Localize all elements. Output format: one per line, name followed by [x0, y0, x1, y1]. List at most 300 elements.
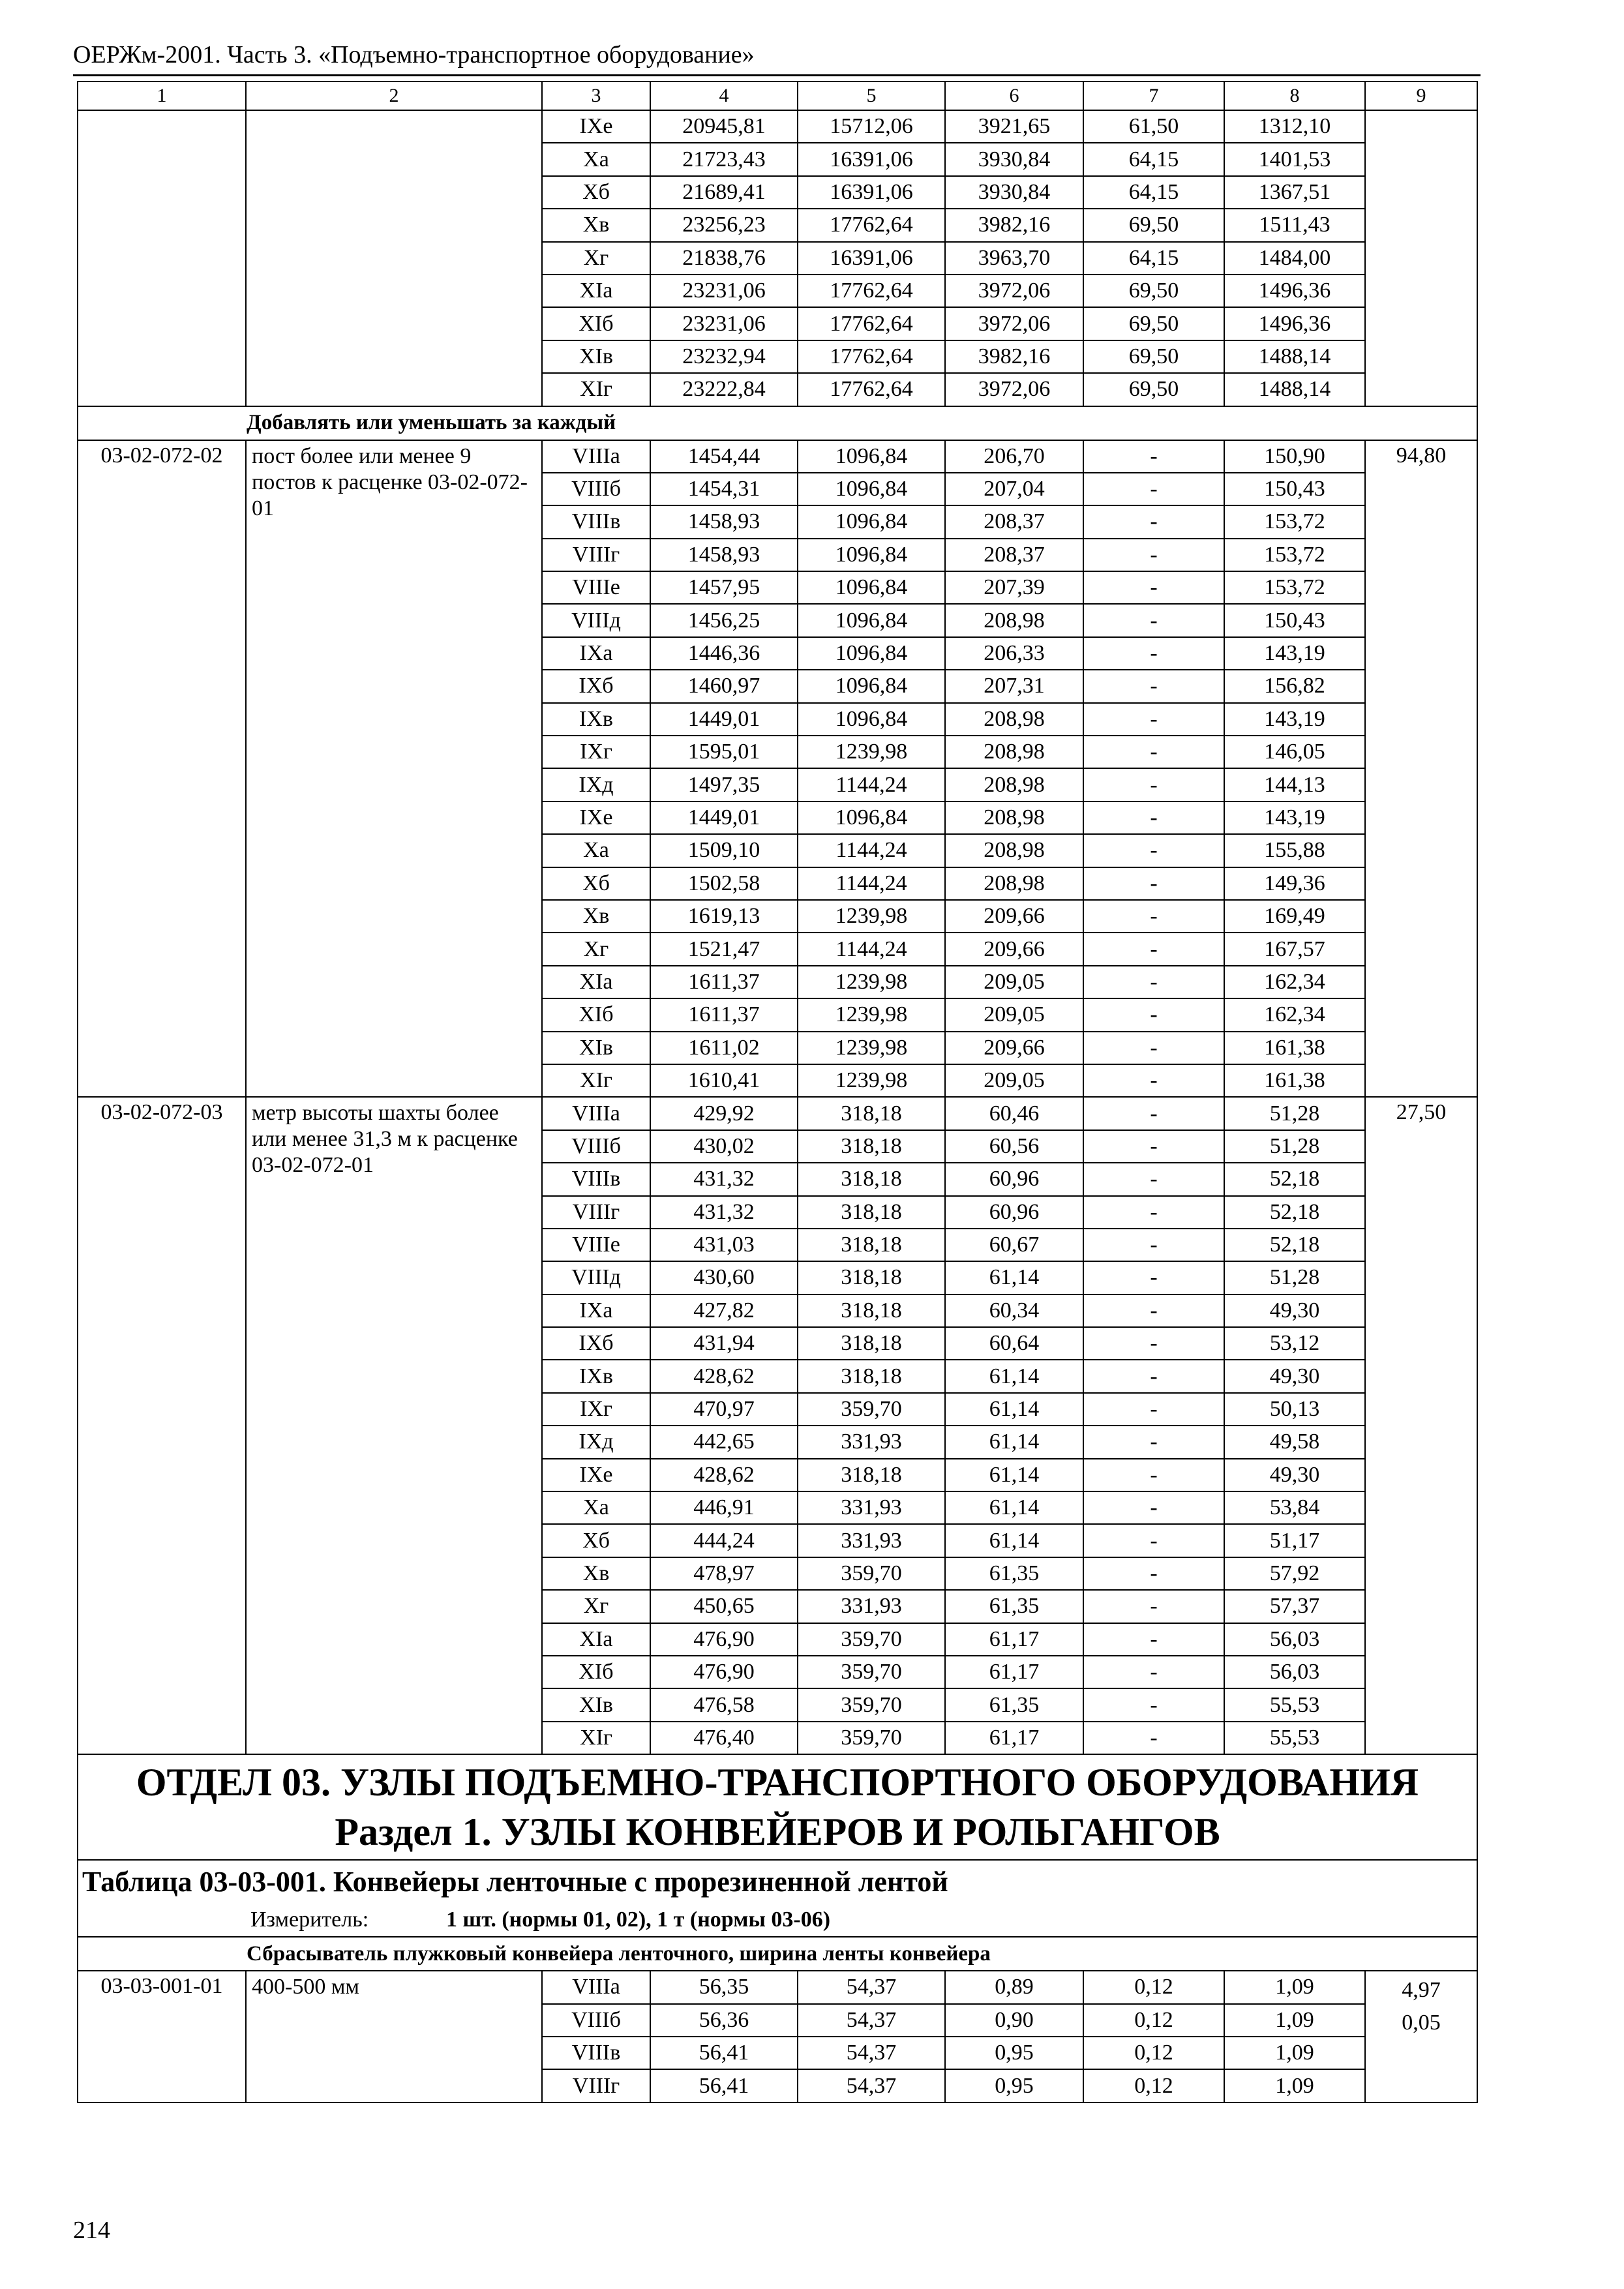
machine-cost-cell: 60,96	[945, 1196, 1083, 1229]
materials-cost-cell: 144,13	[1224, 768, 1365, 801]
machinist-wage-cell: -	[1083, 1656, 1224, 1688]
labor-cost-cell: 318,18	[798, 1294, 945, 1327]
zone-cell: XIв	[542, 1032, 650, 1064]
machinist-wage-cell: -	[1083, 703, 1224, 736]
column-number: 4	[650, 82, 798, 110]
machinist-wage-cell: -	[1083, 571, 1224, 604]
direct-cost-cell: 1611,02	[650, 1032, 798, 1064]
table-row	[78, 440, 1477, 473]
zone-cell: XIа	[542, 275, 650, 307]
direct-cost-cell: 476,58	[650, 1688, 798, 1721]
direct-cost-cell: 1619,13	[650, 900, 798, 933]
machinist-wage-cell: -	[1083, 539, 1224, 571]
materials-cost-cell: 57,37	[1224, 1590, 1365, 1623]
zone-cell: VIIIг	[542, 1196, 650, 1229]
materials-cost-cell: 150,43	[1224, 604, 1365, 636]
labor-cost-cell: 1144,24	[798, 933, 945, 965]
labor-cost-cell: 54,37	[798, 2069, 945, 2102]
subheading-row	[78, 1937, 1477, 1971]
machine-cost-cell: 208,98	[945, 867, 1083, 900]
direct-cost-cell: 442,65	[650, 1426, 798, 1458]
materials-cost-cell: 51,28	[1224, 1097, 1365, 1130]
zone-cell: IXг	[542, 736, 650, 768]
machine-cost-cell: 60,46	[945, 1097, 1083, 1130]
labor-cost-cell: 359,70	[798, 1656, 945, 1688]
labor-cost-cell: 16391,06	[798, 143, 945, 175]
direct-cost-cell: 470,97	[650, 1393, 798, 1426]
machine-cost-cell: 208,37	[945, 505, 1083, 538]
zone-cell: Xа	[542, 1491, 650, 1524]
labor-cost-cell: 1239,98	[798, 900, 945, 933]
machine-cost-cell: 208,98	[945, 834, 1083, 867]
description-cell: пост более или менее 9 постов к расценке 03-02-072-01	[246, 440, 542, 1098]
machinist-wage-cell: -	[1083, 1688, 1224, 1721]
labor-cost-cell: 359,70	[798, 1688, 945, 1721]
column-number: 1	[78, 82, 246, 110]
direct-cost-cell: 1509,10	[650, 834, 798, 867]
zone-cell: VIIIг	[542, 539, 650, 571]
direct-cost-cell: 1521,47	[650, 933, 798, 965]
machine-cost-cell: 3930,84	[945, 143, 1083, 175]
labor-cost-cell: 318,18	[798, 1196, 945, 1229]
col9-cell: 27,50	[1365, 1097, 1477, 1754]
machine-cost-cell: 61,14	[945, 1261, 1083, 1294]
machinist-wage-cell: -	[1083, 1426, 1224, 1458]
materials-cost-cell: 153,72	[1224, 505, 1365, 538]
direct-cost-cell: 1460,97	[650, 670, 798, 702]
labor-cost-cell: 15712,06	[798, 110, 945, 143]
machine-cost-cell: 0,95	[945, 2069, 1083, 2102]
direct-cost-cell: 1449,01	[650, 703, 798, 736]
machinist-wage-cell: -	[1083, 440, 1224, 473]
machinist-wage-cell: 69,50	[1083, 340, 1224, 373]
zone-cell: IXд	[542, 1426, 650, 1458]
materials-cost-cell: 52,18	[1224, 1163, 1365, 1195]
direct-cost-cell: 21689,41	[650, 176, 798, 209]
col9-cell	[1365, 110, 1477, 406]
machine-cost-cell: 61,35	[945, 1688, 1083, 1721]
machinist-wage-cell: 69,50	[1083, 307, 1224, 340]
labor-cost-cell: 16391,06	[798, 176, 945, 209]
materials-cost-cell: 1312,10	[1224, 110, 1365, 143]
column-number: 2	[246, 82, 542, 110]
labor-cost-cell: 1239,98	[798, 966, 945, 998]
machine-cost-cell: 61,14	[945, 1459, 1083, 1491]
machinist-wage-cell: 64,15	[1083, 242, 1224, 275]
materials-cost-cell: 1,09	[1224, 2069, 1365, 2102]
materials-cost-cell: 150,43	[1224, 473, 1365, 505]
machine-cost-cell: 209,66	[945, 933, 1083, 965]
measure-value: 1 шт. (нормы 01, 02), 1 т (нормы 03-06)	[446, 1907, 831, 1932]
labor-cost-cell: 54,37	[798, 1971, 945, 2003]
machine-cost-cell: 3972,06	[945, 373, 1083, 406]
zone-cell: XIг	[542, 1064, 650, 1097]
zone-cell: Xб	[542, 867, 650, 900]
column-number-row	[78, 82, 1477, 110]
machinist-wage-cell: -	[1083, 1229, 1224, 1261]
labor-cost-cell: 1096,84	[798, 670, 945, 702]
machine-cost-cell: 0,95	[945, 2037, 1083, 2069]
direct-cost-cell: 430,60	[650, 1261, 798, 1294]
zone-cell: VIIIг	[542, 2069, 650, 2102]
machine-cost-cell: 208,37	[945, 539, 1083, 571]
zone-cell: Xв	[542, 209, 650, 241]
labor-cost-cell: 1096,84	[798, 539, 945, 571]
machinist-wage-cell: -	[1083, 998, 1224, 1031]
materials-cost-cell: 51,17	[1224, 1524, 1365, 1557]
labor-cost-cell: 1096,84	[798, 571, 945, 604]
direct-cost-cell: 56,41	[650, 2037, 798, 2069]
machinist-wage-cell: -	[1083, 1130, 1224, 1163]
materials-cost-cell: 53,12	[1224, 1327, 1365, 1360]
labor-cost-cell: 54,37	[798, 2004, 945, 2037]
labor-cost-cell: 1144,24	[798, 834, 945, 867]
materials-cost-cell: 162,34	[1224, 998, 1365, 1031]
zone-cell: XIа	[542, 1623, 650, 1656]
machinist-wage-cell: 64,15	[1083, 143, 1224, 175]
materials-cost-cell: 161,38	[1224, 1064, 1365, 1097]
direct-cost-cell: 23256,23	[650, 209, 798, 241]
machine-cost-cell: 0,89	[945, 1971, 1083, 2003]
machinist-wage-cell: 64,15	[1083, 176, 1224, 209]
column-number: 9	[1365, 82, 1477, 110]
zone-cell: VIIIа	[542, 1097, 650, 1130]
zone-cell: Xб	[542, 176, 650, 209]
labor-cost-cell: 331,93	[798, 1590, 945, 1623]
machinist-wage-cell: 0,12	[1083, 2069, 1224, 2102]
machinist-wage-cell: -	[1083, 1722, 1224, 1754]
rates-table	[77, 81, 1478, 2103]
materials-cost-cell: 57,92	[1224, 1557, 1365, 1590]
column-number: 5	[798, 82, 945, 110]
machine-cost-cell: 61,17	[945, 1623, 1083, 1656]
labor-cost-cell: 1096,84	[798, 440, 945, 473]
machine-cost-cell: 61,35	[945, 1590, 1083, 1623]
machinist-wage-cell: -	[1083, 1032, 1224, 1064]
column-number: 7	[1083, 82, 1224, 110]
machine-cost-cell: 207,39	[945, 571, 1083, 604]
zone-cell: VIIIб	[542, 473, 650, 505]
machinist-wage-cell: -	[1083, 1196, 1224, 1229]
materials-cost-cell: 51,28	[1224, 1130, 1365, 1163]
machinist-wage-cell: -	[1083, 867, 1224, 900]
machinist-wage-cell: -	[1083, 1491, 1224, 1524]
machinist-wage-cell: -	[1083, 1261, 1224, 1294]
machine-cost-cell: 3930,84	[945, 176, 1083, 209]
labor-cost-cell: 1096,84	[798, 505, 945, 538]
materials-cost-cell: 1511,43	[1224, 209, 1365, 241]
zone-cell: VIIIе	[542, 1229, 650, 1261]
table-row	[78, 110, 1477, 143]
machinist-wage-cell: -	[1083, 933, 1224, 965]
direct-cost-cell: 1458,93	[650, 539, 798, 571]
zone-cell: Xв	[542, 1557, 650, 1590]
section-title-line1: ОТДЕЛ 03. УЗЛЫ ПОДЪЕМНО-ТРАНСПОРТНОГО ОБОРУДОВАНИЯ	[136, 1761, 1419, 1804]
labor-cost-cell: 359,70	[798, 1623, 945, 1656]
measure-label: Измеритель:	[250, 1907, 369, 1932]
machinist-wage-cell: -	[1083, 801, 1224, 834]
machinist-wage-cell: -	[1083, 1163, 1224, 1195]
materials-cost-cell: 50,13	[1224, 1393, 1365, 1426]
direct-cost-cell: 428,62	[650, 1360, 798, 1392]
subheading-row	[78, 406, 1477, 440]
machine-cost-cell: 3963,70	[945, 242, 1083, 275]
machine-cost-cell: 61,14	[945, 1426, 1083, 1458]
materials-cost-cell: 153,72	[1224, 571, 1365, 604]
zone-cell: Xг	[542, 242, 650, 275]
machine-cost-cell: 208,98	[945, 703, 1083, 736]
materials-cost-cell: 56,03	[1224, 1656, 1365, 1688]
machinist-wage-cell: -	[1083, 604, 1224, 636]
machine-cost-cell: 209,66	[945, 900, 1083, 933]
machinist-wage-cell: -	[1083, 473, 1224, 505]
materials-cost-cell: 1496,36	[1224, 307, 1365, 340]
machinist-wage-cell: 69,50	[1083, 209, 1224, 241]
zone-cell: Xг	[542, 933, 650, 965]
machine-cost-cell: 206,70	[945, 440, 1083, 473]
labor-cost-cell: 17762,64	[798, 307, 945, 340]
materials-cost-cell: 1,09	[1224, 2004, 1365, 2037]
materials-cost-cell: 143,19	[1224, 801, 1365, 834]
machine-cost-cell: 60,34	[945, 1294, 1083, 1327]
materials-cost-cell: 153,72	[1224, 539, 1365, 571]
measure-row	[78, 1903, 1477, 1937]
zone-cell: IXв	[542, 703, 650, 736]
measure-cell	[78, 1903, 1477, 1937]
direct-cost-cell: 23231,06	[650, 307, 798, 340]
materials-cost-cell: 55,53	[1224, 1722, 1365, 1754]
materials-cost-cell: 1,09	[1224, 1971, 1365, 2003]
table-row	[78, 1971, 1477, 2003]
direct-cost-cell: 1458,93	[650, 505, 798, 538]
direct-cost-cell: 23232,94	[650, 340, 798, 373]
table-row	[78, 1097, 1477, 1130]
machinist-wage-cell: -	[1083, 1590, 1224, 1623]
direct-cost-cell: 431,32	[650, 1163, 798, 1195]
labor-cost-cell: 359,70	[798, 1557, 945, 1590]
machine-cost-cell: 61,14	[945, 1491, 1083, 1524]
direct-cost-cell: 1611,37	[650, 966, 798, 998]
direct-cost-cell: 444,24	[650, 1524, 798, 1557]
machinist-wage-cell: -	[1083, 966, 1224, 998]
zone-cell: VIIIд	[542, 1261, 650, 1294]
zone-cell: Xа	[542, 143, 650, 175]
zone-cell: VIIIа	[542, 1971, 650, 2003]
page-header: ОЕРЖм-2001. Часть 3. «Подъемно-транспортное оборудование»	[73, 41, 755, 68]
materials-cost-cell: 1488,14	[1224, 340, 1365, 373]
section-title-line2: Раздел 1. УЗЛЫ КОНВЕЙЕРОВ И РОЛЬГАНГОВ	[335, 1810, 1220, 1854]
materials-cost-cell: 1488,14	[1224, 373, 1365, 406]
zone-cell: XIг	[542, 1722, 650, 1754]
materials-cost-cell: 143,19	[1224, 637, 1365, 670]
machine-cost-cell: 206,33	[945, 637, 1083, 670]
materials-cost-cell: 49,30	[1224, 1459, 1365, 1491]
machine-cost-cell: 61,14	[945, 1393, 1083, 1426]
zone-cell: IXа	[542, 1294, 650, 1327]
materials-cost-cell: 55,53	[1224, 1688, 1365, 1721]
materials-cost-cell: 156,82	[1224, 670, 1365, 702]
labor-cost-cell: 318,18	[798, 1459, 945, 1491]
subheading: Сбрасыватель плужковый конвейера ленточного, ширина ленты конвейера	[78, 1937, 1477, 1971]
zone-cell: IXа	[542, 637, 650, 670]
direct-cost-cell: 1611,37	[650, 998, 798, 1031]
section-title-row	[78, 1754, 1477, 1860]
column-number: 8	[1224, 82, 1365, 110]
machinist-wage-cell: 0,12	[1083, 2037, 1224, 2069]
zone-cell: Xг	[542, 1590, 650, 1623]
materials-cost-cell: 1,09	[1224, 2037, 1365, 2069]
labor-cost-cell: 1096,84	[798, 703, 945, 736]
direct-cost-cell: 56,41	[650, 2069, 798, 2102]
materials-cost-cell: 150,90	[1224, 440, 1365, 473]
materials-cost-cell: 155,88	[1224, 834, 1365, 867]
description-cell: метр высоты шахты более или менее 31,3 м к расценке 03-02-072-01	[246, 1097, 542, 1754]
materials-cost-cell: 1401,53	[1224, 143, 1365, 175]
machinist-wage-cell: -	[1083, 637, 1224, 670]
code-cell	[78, 110, 246, 406]
labor-cost-cell: 1144,24	[798, 867, 945, 900]
machine-cost-cell: 208,98	[945, 801, 1083, 834]
zone-cell: XIб	[542, 1656, 650, 1688]
col9-value: 4,97	[1402, 1978, 1441, 2003]
code-cell: 03-03-001-01	[78, 1971, 246, 2102]
machine-cost-cell: 60,67	[945, 1229, 1083, 1261]
zone-cell: IXв	[542, 1360, 650, 1392]
table-title-row	[78, 1860, 1477, 1903]
col9-value: 0,05	[1402, 2011, 1441, 2035]
machinist-wage-cell: -	[1083, 834, 1224, 867]
materials-cost-cell: 49,30	[1224, 1294, 1365, 1327]
machine-cost-cell: 61,14	[945, 1524, 1083, 1557]
direct-cost-cell: 56,36	[650, 2004, 798, 2037]
zone-cell: VIIIб	[542, 1130, 650, 1163]
machine-cost-cell: 0,90	[945, 2004, 1083, 2037]
col9-cell: 94,80	[1365, 440, 1477, 1098]
materials-cost-cell: 53,84	[1224, 1491, 1365, 1524]
materials-cost-cell: 56,03	[1224, 1623, 1365, 1656]
zone-cell: VIIIв	[542, 505, 650, 538]
direct-cost-cell: 56,35	[650, 1971, 798, 2003]
machinist-wage-cell: 0,12	[1083, 2004, 1224, 2037]
machine-cost-cell: 208,98	[945, 736, 1083, 768]
zone-cell: XIв	[542, 1688, 650, 1721]
labor-cost-cell: 359,70	[798, 1722, 945, 1754]
description-cell	[246, 110, 542, 406]
direct-cost-cell: 1595,01	[650, 736, 798, 768]
machinist-wage-cell: 0,12	[1083, 1971, 1224, 2003]
direct-cost-cell: 478,97	[650, 1557, 798, 1590]
materials-cost-cell: 143,19	[1224, 703, 1365, 736]
zone-cell: VIIIе	[542, 571, 650, 604]
zone-cell: VIIIб	[542, 2004, 650, 2037]
column-number: 6	[945, 82, 1083, 110]
machine-cost-cell: 60,64	[945, 1327, 1083, 1360]
labor-cost-cell: 16391,06	[798, 242, 945, 275]
labor-cost-cell: 1239,98	[798, 736, 945, 768]
machine-cost-cell: 61,17	[945, 1656, 1083, 1688]
machine-cost-cell: 60,96	[945, 1163, 1083, 1195]
machine-cost-cell: 60,56	[945, 1130, 1083, 1163]
direct-cost-cell: 431,32	[650, 1196, 798, 1229]
labor-cost-cell: 318,18	[798, 1097, 945, 1130]
code-cell: 03-02-072-03	[78, 1097, 246, 1754]
materials-cost-cell: 1484,00	[1224, 242, 1365, 275]
zone-cell: IXг	[542, 1393, 650, 1426]
machine-cost-cell: 208,98	[945, 768, 1083, 801]
materials-cost-cell: 52,18	[1224, 1196, 1365, 1229]
labor-cost-cell: 17762,64	[798, 373, 945, 406]
labor-cost-cell: 1096,84	[798, 604, 945, 636]
machine-cost-cell: 209,05	[945, 966, 1083, 998]
direct-cost-cell: 20945,81	[650, 110, 798, 143]
labor-cost-cell: 1239,98	[798, 998, 945, 1031]
direct-cost-cell: 450,65	[650, 1590, 798, 1623]
machine-cost-cell: 207,04	[945, 473, 1083, 505]
machine-cost-cell: 61,14	[945, 1360, 1083, 1392]
direct-cost-cell: 428,62	[650, 1459, 798, 1491]
machinist-wage-cell: -	[1083, 1294, 1224, 1327]
section-title	[78, 1754, 1477, 1860]
direct-cost-cell: 429,92	[650, 1097, 798, 1130]
materials-cost-cell: 146,05	[1224, 736, 1365, 768]
machinist-wage-cell: -	[1083, 900, 1224, 933]
machinist-wage-cell: 69,50	[1083, 373, 1224, 406]
zone-cell: XIв	[542, 340, 650, 373]
labor-cost-cell: 17762,64	[798, 340, 945, 373]
zone-cell: IXб	[542, 1327, 650, 1360]
machinist-wage-cell: -	[1083, 670, 1224, 702]
direct-cost-cell: 1502,58	[650, 867, 798, 900]
zone-cell: VIIIв	[542, 2037, 650, 2069]
machinist-wage-cell: -	[1083, 1459, 1224, 1491]
direct-cost-cell: 1456,25	[650, 604, 798, 636]
machine-cost-cell: 61,35	[945, 1557, 1083, 1590]
machinist-wage-cell: -	[1083, 1623, 1224, 1656]
machinist-wage-cell: -	[1083, 1557, 1224, 1590]
labor-cost-cell: 318,18	[798, 1327, 945, 1360]
zone-cell: VIIIд	[542, 604, 650, 636]
machine-cost-cell: 209,05	[945, 1064, 1083, 1097]
zone-cell: IXб	[542, 670, 650, 702]
labor-cost-cell: 1239,98	[798, 1032, 945, 1064]
materials-cost-cell: 49,58	[1224, 1426, 1365, 1458]
labor-cost-cell: 318,18	[798, 1163, 945, 1195]
labor-cost-cell: 1144,24	[798, 768, 945, 801]
machine-cost-cell: 3982,16	[945, 209, 1083, 241]
zone-cell: IXд	[542, 768, 650, 801]
labor-cost-cell: 331,93	[798, 1524, 945, 1557]
zone-cell: XIб	[542, 307, 650, 340]
column-number: 3	[542, 82, 650, 110]
page-number: 214	[73, 2217, 110, 2244]
direct-cost-cell: 1449,01	[650, 801, 798, 834]
zone-cell: IXе	[542, 110, 650, 143]
direct-cost-cell: 1497,35	[650, 768, 798, 801]
direct-cost-cell: 430,02	[650, 1130, 798, 1163]
machinist-wage-cell: -	[1083, 1360, 1224, 1392]
direct-cost-cell: 476,90	[650, 1623, 798, 1656]
machinist-wage-cell: 61,50	[1083, 110, 1224, 143]
materials-cost-cell: 51,28	[1224, 1261, 1365, 1294]
zone-cell: Xа	[542, 834, 650, 867]
labor-cost-cell: 359,70	[798, 1393, 945, 1426]
direct-cost-cell: 1454,31	[650, 473, 798, 505]
materials-cost-cell: 161,38	[1224, 1032, 1365, 1064]
direct-cost-cell: 21723,43	[650, 143, 798, 175]
rates-table-body	[78, 82, 1477, 2102]
header-rule	[73, 74, 1481, 76]
labor-cost-cell: 1096,84	[798, 801, 945, 834]
